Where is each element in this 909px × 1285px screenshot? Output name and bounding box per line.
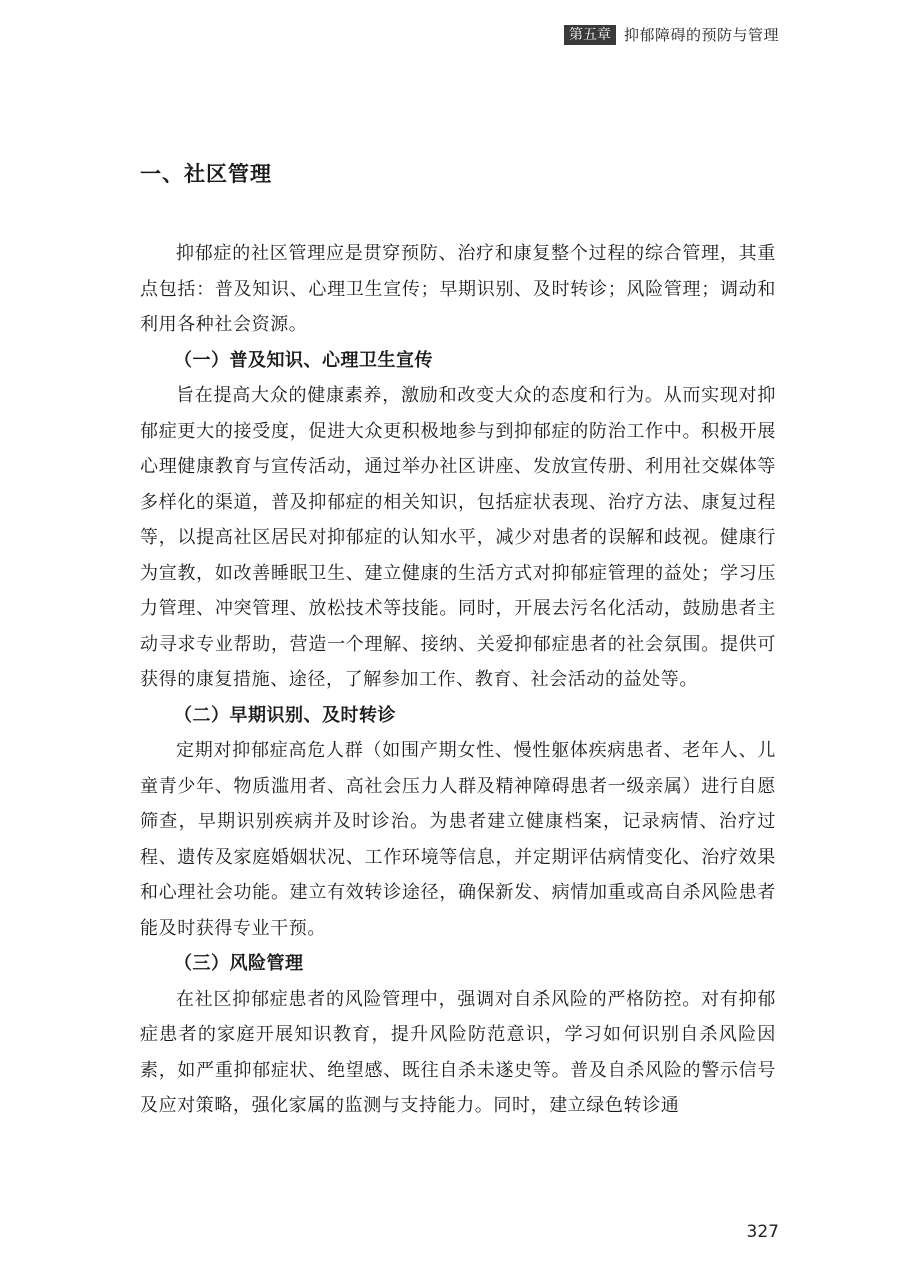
running-header xyxy=(564,24,779,45)
subsection-heading-1: （一）普及知识、心理卫生宣传 xyxy=(174,349,433,371)
chapter-badge: 第五章 xyxy=(564,25,616,45)
page-body xyxy=(140,236,776,1124)
section-title: 一、社区管理 xyxy=(140,162,272,186)
subsection-body-3: 在社区抑郁症患者的风险管理中，强调对自杀风险的严格防控。对有抑郁症患者的家庭开展知识教育，提升风险防范意识，学习如何识别自杀风险因素，如严重抑郁症状、绝望感、既往自杀未遂史等。普及自杀风险的警示信号及应对策略，强化家属的监测与支持能力。同时，建立绿色转诊通 xyxy=(140,988,776,1116)
subsection-heading-3: （三）风险管理 xyxy=(174,953,304,974)
chapter-title: 抑郁障碍的预防与管理 xyxy=(623,26,779,44)
subsection-body-2: 定期对抑郁症高危人群（如围产期女性、慢性躯体疾病患者、老年人、儿童青少年、物质滥用者、高社会压力人群及精神障碍患者一级亲属）进行自愿筛查，早期识别疾病并及时诊治。为患者建立健康档案，记录病情、治疗过程、遗传及家庭婚姻状况、工作环境等信息，并定期评估病情变化、治疗效果和心理社会功能。建立有效转诊途径，确保新发、病情加重或高自杀风险患者能及时获得专业干预。 xyxy=(140,740,776,939)
subsection-heading-2: （二）早期识别、及时转诊 xyxy=(174,704,396,726)
subsection-body-1: 旨在提高大众的健康素养，激励和改变大众的态度和行为。从而实现对抑郁症更大的接受度，促进大众更积极地参与到抑郁症的防治工作中。积极开展心理健康教育与宣传活动，通过举办社区讲座、发放宣传册、利用社交媒体等多样化的渠道，普及抑郁症的相关知识，包括症状表现、治疗方法、康复过程等，以提高社区居民对抑郁症的认知水平，减少对患者的误解和歧视。健康行为宣教，如改善睡眠卫生、建立健康的生活方式对抑郁症管理的益处；学习压力管理、冲突管理、放松技术等技能。同时，开展去污名化活动，鼓励患者主动寻求专业帮助，营造一个理解、接纳、关爱抑郁症患者的社会氛围。提供可获得的康复措施、途径，了解参加工作、教育、社会活动的益处等。 xyxy=(140,385,776,690)
page-number: 327 xyxy=(746,1222,779,1242)
intro-paragraph: 抑郁症的社区管理应是贯穿预防、治疗和康复整个过程的综合管理，其重点包括：普及知识、心理卫生宣传；早期识别、及时转诊；风险管理；调动和利用各种社会资源。 xyxy=(140,243,776,335)
